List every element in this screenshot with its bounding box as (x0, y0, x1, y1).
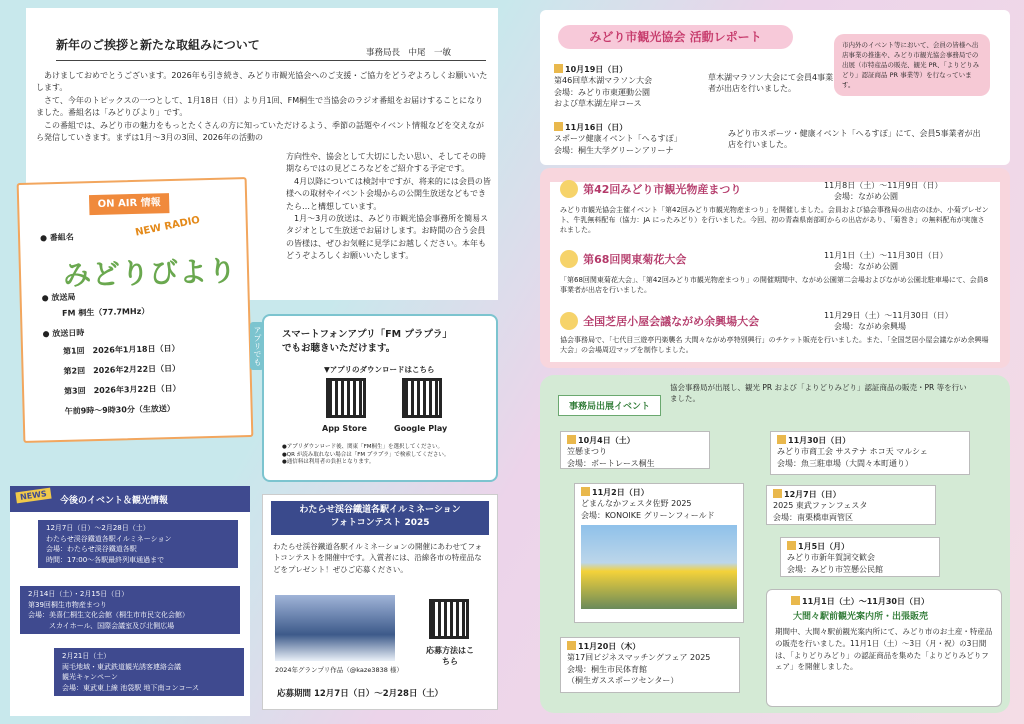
fest-3-venue: 会場：ながめ余興場 (834, 322, 906, 331)
app-store-qr[interactable] (326, 378, 366, 418)
report-event-1-desc: 草木湖マラソン大会にて会員4事業者が出店を行いました。 (708, 73, 834, 94)
onair-header: ON AIR 情報 (89, 193, 169, 215)
program-label: 番組名 (49, 232, 74, 243)
omama-title: 大間々駅前観光案内所・出張販売 (793, 612, 929, 623)
news-item-3: 2月21日（土） 両毛地域・東武鉄道観光誘客連絡会議 観光キャンペーン 会場：東武東上線 池袋駅 地下南コンコース (54, 648, 244, 696)
greeting-author: 事務局長 中尾 一敏 (366, 48, 452, 58)
app-note-2: ●QR が読み取れない場合は「FM プラプラ」で検索してください。 (282, 451, 450, 458)
onair-card: ON AIR 情報 NEW RADIO ● 番組名 みどりびより ● 放送局 FM 桐生（77.7MHz） ● 放送日時 第1回 2026年1月18日（日） 第2回 2026年2月22日（日） 第3回 2026年3月22日（日） 午前9時〜9時30分（生放送） (17, 177, 254, 443)
google-play-qr[interactable] (402, 378, 442, 418)
office-left-2: 11月2日（日） どまんなかフェスタ佐野 2025 会場：KONOIKE グリーンフィールド (574, 483, 744, 623)
report-event-1: 10月19日（日） 第46回草木湖マラソン大会 会場：みどり市東運動公園 および草木湖左岸コース (554, 65, 653, 109)
office-left-3: 11月20日（木） 第17回ビジネスマッチングフェア 2025 会場：桐生市民体育館 （桐生ガススポーツセンター） (560, 637, 740, 693)
app-card (253, 314, 498, 482)
station-value: FM 桐生（77.7MHz） (61, 306, 150, 318)
greeting-paragraph-1: あけましておめでとうございます。2026年も引き続き、みどり市観光協会へのご支援・ご協力をどうぞよろしくお願いいたします。 さて、今年のトピックスの一つとして、1月18日（日）より月1回、FM桐生で当協会のラジオ番組をお届けすることになりました。番組名は「みどりびより」です。 この番組では、みどり市の魅力をもっとたくさんの方に知っていただけるよう、季節の話題やイベント情報などを交えながら発信していきます。まずは1月〜3月の3回、2026年の活動の (36, 71, 488, 142)
sun-icon (560, 250, 578, 268)
greeting-paragraph-2: 方向性や、協会として大切にしたい思い、そしてその時期ならではの見どころなどをご紹介する予定です。 4月以降については検討中ですが、将来的には会員の皆様への取材やイベント会場からの公開生放送などもできたら…と構想しています。 1月〜3月の放送は、みどり市観光協会事務所を簡易スタジオとして生放送でお届けします。お時間の合う会員の皆様は、ぜひお気軽に見学にお越しください。本年もどうぞよろしくお願いいたします。 (286, 152, 491, 261)
fest-3-desc: 協会事務局で、「七代目三遊亭円楽襲名 大間々ながめ亭特別興行」のチケット販売を行いました。また、「全国芝居小屋会議ながめ余興場大会」の会場周辺マップを制作しました。 (560, 336, 989, 354)
fest-2-date: 11月1日（土）〜11月30日（日） (824, 251, 948, 260)
news-item-2: 2月14日（土）・2月15日（日） 第39回桐生市物産まつり 会場：美喜仁桐生文化会館（桐生市市民文化会館） スカイホール、国際会議室及び北側広場 (20, 586, 240, 634)
contest-body: わたらせ渓谷鐵道各駅イルミネーションの開催にあわせてフォトコンテストを開催中です。入賞者には、沿線各市の特産品などをプレゼント！ぜひご応募ください。 (273, 542, 483, 574)
sun-icon (560, 180, 578, 198)
office-intro: 協会事務局が出展し、観光 PR および「よりどりみどり」認証商品の販売・PR 等を行いました。 (670, 383, 967, 403)
sun-icon (560, 312, 578, 330)
app-note-1: ●アプリダウンロード後、関東「FM桐生」を選択してください。 (282, 444, 443, 450)
app-heading-2: でもお聴きいただけます。 (282, 343, 396, 354)
festa-photo (581, 525, 737, 609)
app-side-label: アプリでも (250, 322, 264, 370)
app-store-label[interactable]: App Store (322, 424, 367, 433)
title-rule (56, 60, 486, 61)
broadcast-date-2: 第2回 2026年2月22日（日） (63, 363, 181, 376)
office-right-2: 12月7日（日） 2025 東武ファンフェスタ 会場：南栗橋車両管区 (766, 485, 936, 525)
news-badge: NEWS (15, 488, 51, 504)
google-play-label[interactable]: Google Play (394, 424, 448, 433)
contest-header: わたらせ渓谷鐵道各駅イルミネーション フォトコンテスト 2025 (271, 501, 489, 535)
festival-panel (540, 168, 1010, 368)
fest-1-date: 11月8日（土）〜11月9日（日） (824, 181, 943, 190)
fest-2-desc: 「第68回関東菊花大会」、「第42回みどり市観光物産まつり」の開催期間中、ながめ公園第二会場およびながめ公園北駐車場にて、会員8事業者が出店を行いました。 (560, 276, 989, 294)
fest-2: 第68回関東菊花大会 (560, 248, 686, 268)
date-label: 放送日時 (52, 328, 85, 339)
greeting-title: 新年のご挨拶と新たな取組みについて (56, 38, 260, 52)
report-event-2: 11月16日（日） スポーツ健康イベント「へるすぽ」 会場：桐生大学グリーンアリーナ (554, 123, 682, 155)
broadcast-time: 午前9時〜9時30分（生放送） (64, 403, 175, 416)
contest-qr[interactable] (429, 599, 469, 639)
fest-1-desc: みどり市観光協会主催イベント「第42回みどり市観光物産まつり」を開催しました。会員および協会事務局の出店のほか、小菊プレゼント、牛乳無料配布（協力：JA にったみどり）を行いました。今回、初の青森県南部町からの出店があり、「菊巻き」の無料配布が実施されました。 (560, 206, 989, 234)
fest-3: 全国芝居小屋会議ながめ余興場大会 (560, 310, 759, 330)
report-note: 市内外のイベント等において、会員の皆様へ出店事業の推進や、みどり市観光協会事務局での出展（市特産品の販売、観光 PR、「よりどりみどり」認証商品 PR 事業等）を行なっています。 (834, 34, 990, 96)
office-right-3: 1月5日（月） みどり市新年賀詞交歓会 会場：みどり市笠懸公民館 (780, 537, 940, 577)
omama-desc: 期間中、大間々駅前観光案内所にて、みどり市のお土産・特産品の販売を行いました。11月1日（土）〜3日（月・祝）の3日間は、「よりどりみどり」の認証商品を集めた「よりどりみどりフェア」を開催しました。 (775, 627, 993, 672)
office-title: 事務局出展イベント (558, 395, 661, 416)
omama-card: 11月1日（土）〜11月30日（日） 大間々駅前観光案内所・出張販売 期間中、大間々駅前観光案内所にて、みどり市のお土産・特産品の販売を行いました。11月1日（土）〜3日（月・祝）の3日間は、「よりどりみどり」の認証商品を集めた「よりどりみどりフェア」を開催しました。 (766, 589, 1002, 707)
news-panel (10, 486, 250, 716)
download-label: ▼アプリのダウンロードはこちら (324, 365, 435, 374)
office-events-panel (540, 375, 1010, 713)
new-radio-label: NEW RADIO (134, 214, 201, 239)
fest-1: 第42回みどり市観光物産まつり (560, 178, 741, 198)
broadcast-date-3: 第3回 2026年3月22日（日） (63, 383, 181, 396)
fest-1-venue: 会場：ながめ公園 (834, 192, 898, 201)
broadcast-date-1: 第1回 2026年1月18日（日） (62, 343, 180, 356)
office-right-1: 11月30日（日） みどり市商工会 サステナ ホコ天 マルシェ 会場：魚三駐車場（大間々本町通り） (770, 431, 970, 475)
program-name: みどりびより (62, 254, 238, 292)
office-left-1: 10月4日（土） 笠懸まつり 会場：ボートレース桐生 (560, 431, 710, 469)
contest-qr-label: 応募方法はこちら (426, 646, 474, 666)
fest-3-date: 11月29日（土）〜11月30日（日） (824, 311, 953, 320)
news-title: 今後のイベント＆観光情報 (60, 496, 169, 506)
station-label: 放送局 (51, 292, 76, 303)
report-title: みどり市観光協会 活動レポート (558, 25, 793, 49)
fest-2-venue: 会場：ながめ公園 (834, 262, 898, 271)
report-event-2-desc: みどり市スポーツ・健康イベント「へるすぽ」にて、会員5事業者が出店を行いました。 (728, 129, 981, 150)
news-item-1: 12月7日（日）〜2月28日（土） わたらせ渓谷鐵道各駅イルミネーション 会場：わたらせ渓谷鐵道各駅 時間：17:00〜各駅最終列車通過まで (38, 520, 238, 568)
grand-prix-photo (275, 595, 395, 661)
photo-contest-card (262, 494, 498, 710)
app-note-3: ●通信料は利用者の負担となります。 (282, 459, 375, 466)
photo-caption: 2024年グランプリ作品（@kaze3838 様） (275, 666, 403, 674)
app-heading-1: スマートフォンアプリ「FM プラプラ」 (282, 329, 452, 340)
contest-period: 応募期間 12月7日（日）〜2月28日（土） (277, 689, 443, 699)
